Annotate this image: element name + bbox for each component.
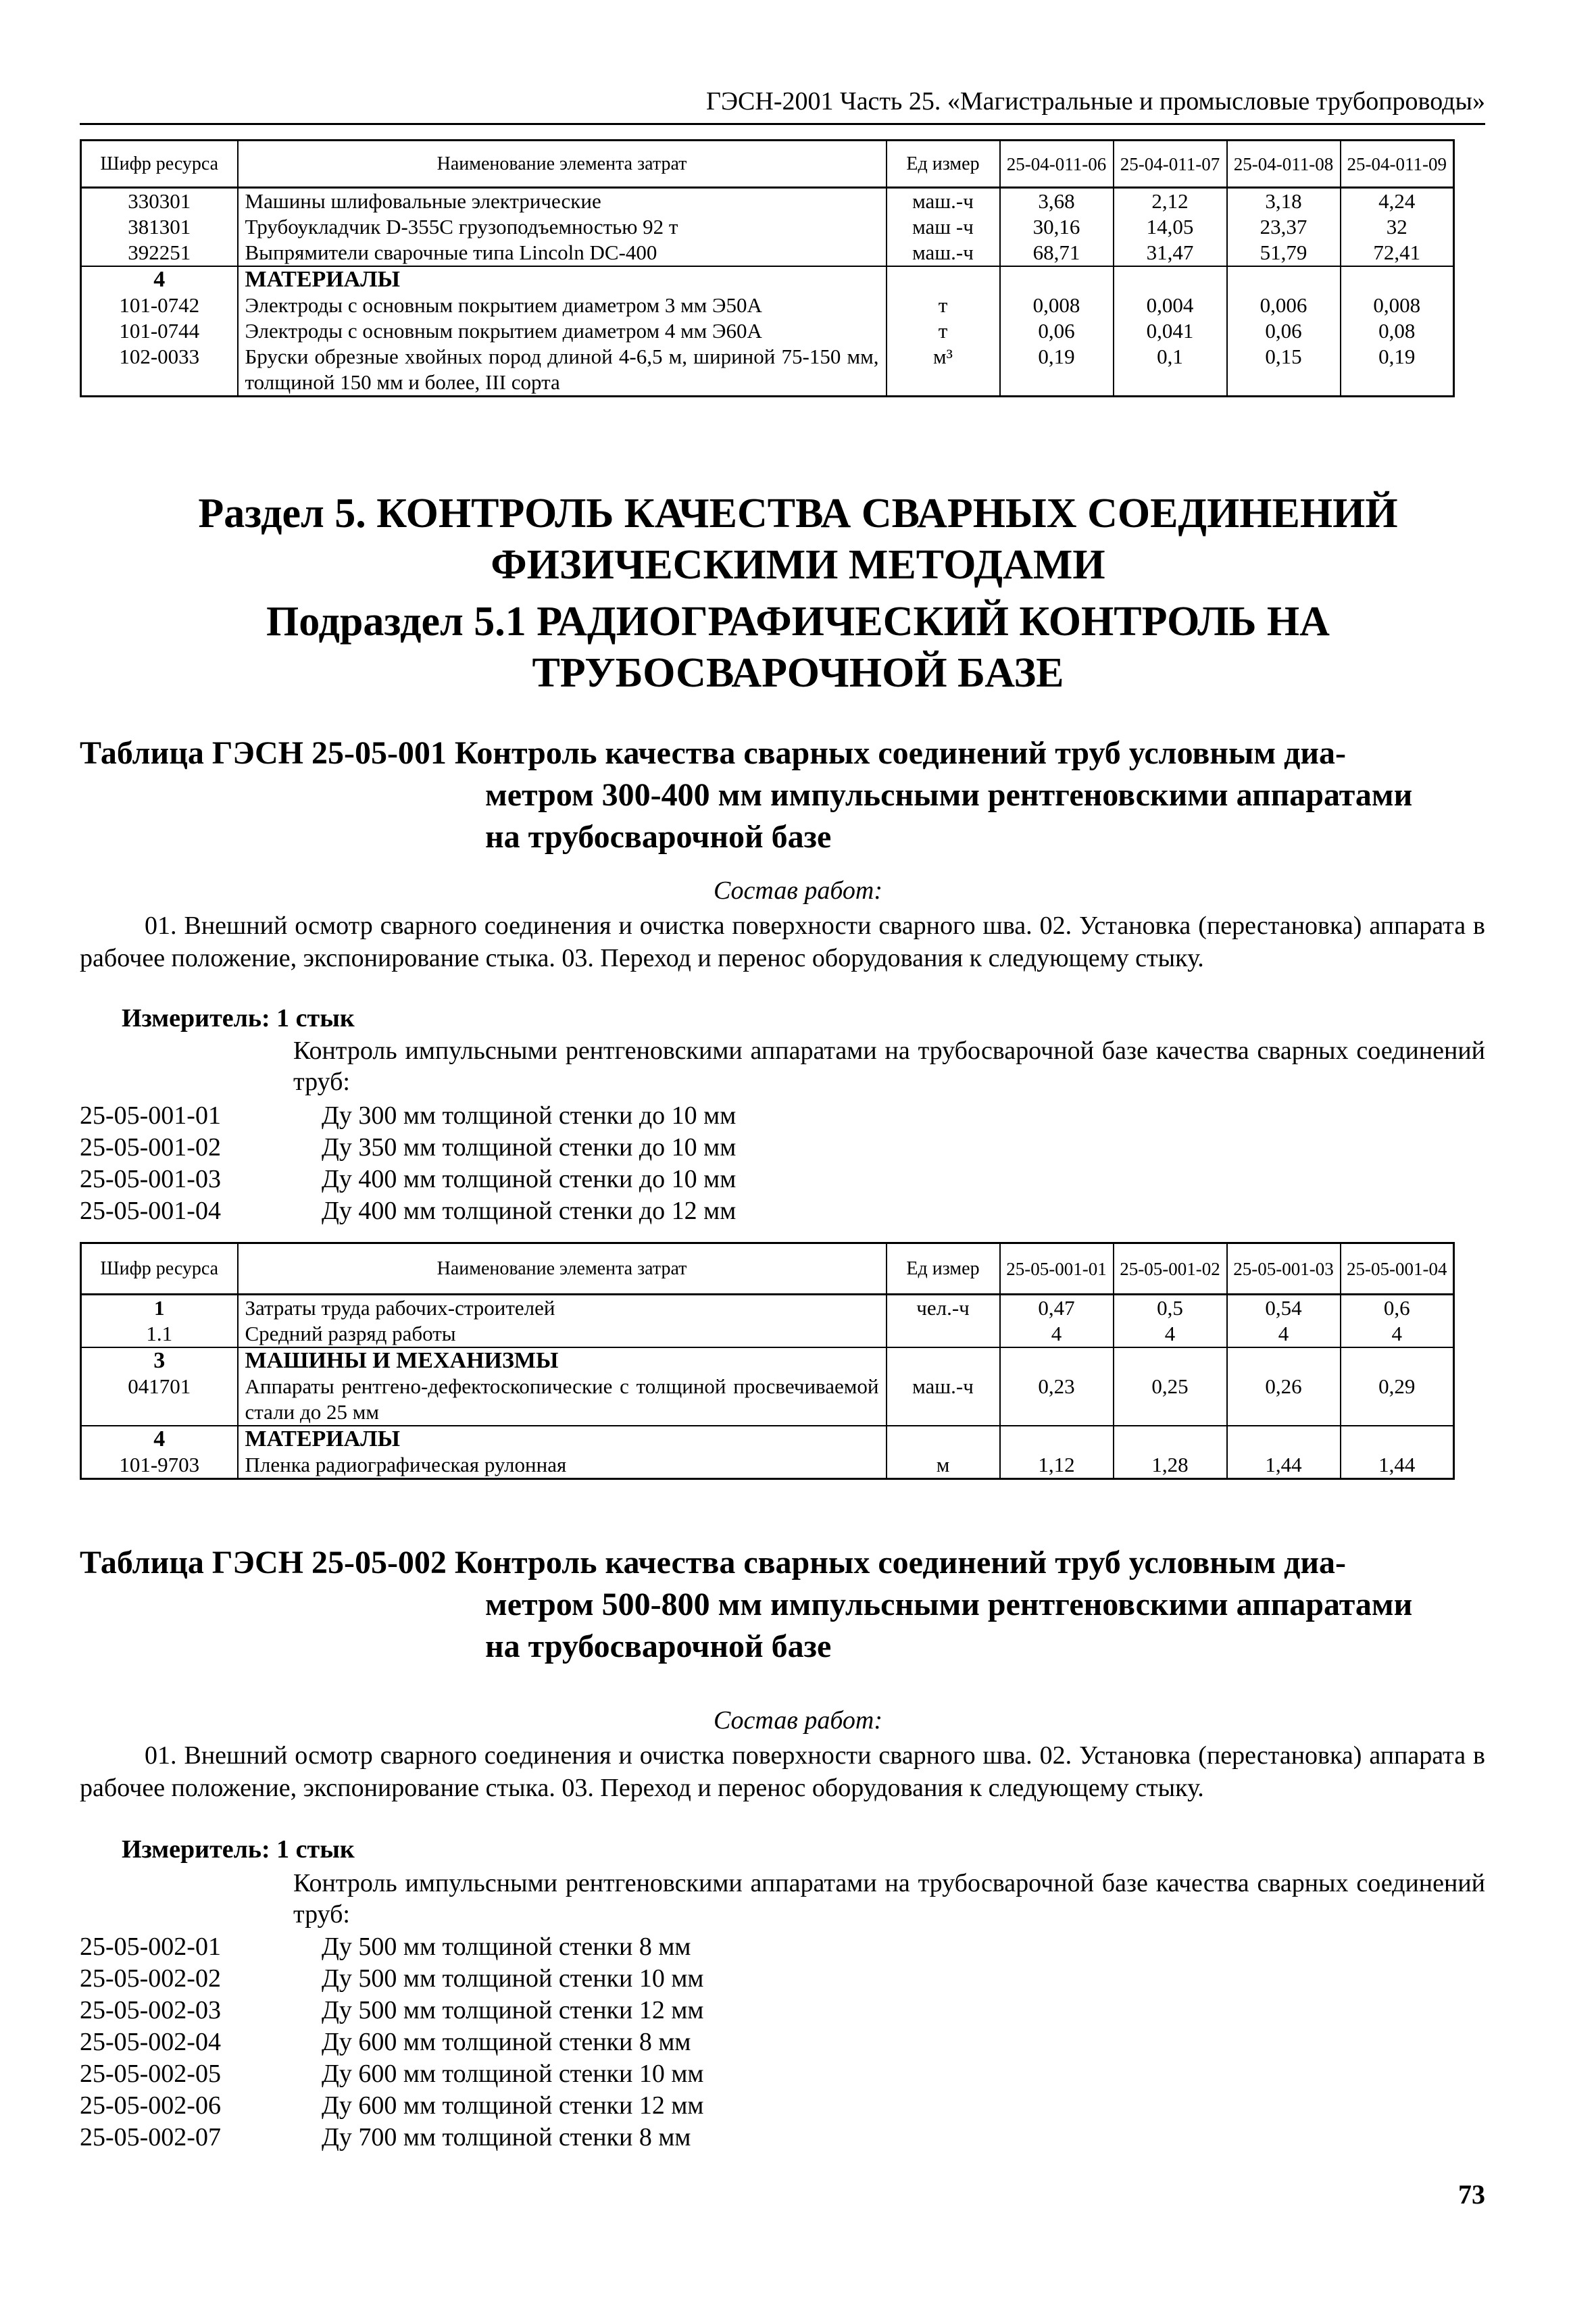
list-item bbox=[80, 1931, 703, 1963]
table-row bbox=[81, 1321, 1454, 1347]
section-title: МАТЕРИАЛЫ bbox=[238, 1426, 887, 1452]
work-composition-label: Состав работ: bbox=[713, 1706, 883, 1735]
table-row bbox=[81, 293, 1454, 318]
row-value: 3,18 bbox=[1227, 188, 1341, 215]
section-number: 4 bbox=[81, 266, 238, 293]
table-row bbox=[81, 318, 1454, 344]
header-code: Шифр ресурса bbox=[81, 1243, 238, 1295]
table-row bbox=[81, 214, 1454, 240]
row-value: 32 bbox=[1341, 214, 1454, 240]
section-row-materials bbox=[81, 266, 1454, 293]
row-value: 0,25 bbox=[1114, 1374, 1227, 1426]
subsection-title-line: Подраздел 5.1 РАДИОГРАФИЧЕСКИЙ КОНТРОЛЬ НА bbox=[266, 599, 1330, 645]
list-item bbox=[80, 1195, 736, 1227]
measure-value: 1 стык bbox=[276, 1004, 355, 1032]
list-item bbox=[80, 1100, 736, 1132]
row-code: 101-0742 bbox=[81, 293, 238, 318]
norm-code: 25-05-002-05 bbox=[80, 2060, 221, 2088]
norm-text: Ду 350 мм толщиной стенки до 10 мм bbox=[322, 1133, 737, 1162]
table-row bbox=[81, 188, 1454, 215]
row-value: 0,15 bbox=[1227, 344, 1341, 397]
norm-code: 25-05-001-03 bbox=[80, 1165, 221, 1193]
row-value: 0,19 bbox=[1000, 344, 1114, 397]
table-title-line: на трубосварочной базе bbox=[485, 1628, 832, 1664]
row-value: 0,19 bbox=[1341, 344, 1454, 397]
header-col: 25-04-011-06 bbox=[1000, 141, 1114, 188]
row-unit: чел.-ч bbox=[887, 1295, 1000, 1322]
row-code: 330301 bbox=[81, 188, 238, 215]
list-item bbox=[80, 1995, 703, 2026]
row-unit: т bbox=[887, 318, 1000, 344]
norms-intro: Контроль импульсными рентгеновскими аппаратами на трубосварочной базе качества сварных соединений труб: bbox=[293, 1869, 1485, 1928]
row-code: 1 bbox=[81, 1295, 238, 1322]
row-value: 4 bbox=[1114, 1321, 1227, 1347]
section-number: 3 bbox=[81, 1347, 238, 1374]
norm-code: 25-05-002-03 bbox=[80, 1996, 221, 2024]
resource-table-25-05-001 bbox=[80, 1242, 1455, 1480]
section-title-line: Раздел 5. КОНТРОЛЬ КАЧЕСТВА СВАРНЫХ СОЕДИНЕНИЙ bbox=[198, 491, 1398, 537]
row-unit: м bbox=[887, 1452, 1000, 1479]
row-value: 23,37 bbox=[1227, 214, 1341, 240]
table-title-line: метром 300-400 мм импульсными рентгеновскими аппаратами bbox=[485, 777, 1413, 813]
header-unit: Ед измер bbox=[887, 1243, 1000, 1295]
row-name: Электроды с основным покрытием диаметром 4 мм Э60А bbox=[238, 318, 887, 344]
table-row bbox=[81, 240, 1454, 266]
norm-text: Ду 500 мм толщиной стенки 10 мм bbox=[322, 1964, 704, 1993]
row-code: 101-0744 bbox=[81, 318, 238, 344]
section-row-machines bbox=[81, 1347, 1454, 1374]
row-name: Бруски обрезные хвойных пород длиной 4-6,5 м, шириной 75-150 мм, толщиной 150 мм и более, III сорта bbox=[238, 344, 887, 397]
header-col: 25-05-001-04 bbox=[1341, 1243, 1454, 1295]
header-col: 25-05-001-02 bbox=[1114, 1243, 1227, 1295]
row-name: Пленка радиографическая рулонная bbox=[238, 1452, 887, 1479]
subsection-title-line: ТРУБОСВАРОЧНОЙ БАЗЕ bbox=[532, 650, 1064, 696]
row-value: 0,5 bbox=[1114, 1295, 1227, 1322]
row-code: 102-0033 bbox=[81, 344, 238, 397]
norm-code: 25-05-002-01 bbox=[80, 1933, 221, 1961]
header-name: Наименование элемента затрат bbox=[238, 141, 887, 188]
list-item bbox=[80, 2058, 703, 2090]
row-value: 4 bbox=[1341, 1321, 1454, 1347]
row-value: 0,23 bbox=[1000, 1374, 1114, 1426]
measure-unit bbox=[122, 1003, 355, 1034]
table-row bbox=[81, 344, 1454, 397]
header-col: 25-05-001-01 bbox=[1000, 1243, 1114, 1295]
row-name: Средний разряд работы bbox=[238, 1321, 887, 1347]
row-value: 0,6 bbox=[1341, 1295, 1454, 1322]
list-item bbox=[80, 1164, 736, 1195]
row-name: Затраты труда рабочих-строителей bbox=[238, 1295, 887, 1322]
running-header: ГЭСН-2001 Часть 25. «Магистральные и промысловые трубопроводы» bbox=[80, 86, 1485, 125]
row-value: 0,041 bbox=[1114, 318, 1227, 344]
row-unit: маш.-ч bbox=[887, 188, 1000, 215]
table-row bbox=[81, 1374, 1454, 1426]
row-name: Аппараты рентгено-дефектоскопические с толщиной просвечиваемой стали до 25 мм bbox=[238, 1374, 887, 1426]
row-value: 0,26 bbox=[1227, 1374, 1341, 1426]
row-name: Машины шлифовальные электрические bbox=[238, 188, 887, 215]
resource-table-top bbox=[80, 139, 1455, 397]
row-value: 4 bbox=[1000, 1321, 1114, 1347]
measure-label: Измеритель: bbox=[122, 1835, 270, 1864]
row-value: 51,79 bbox=[1227, 240, 1341, 266]
section-row-materials bbox=[81, 1426, 1454, 1452]
row-value: 0,06 bbox=[1227, 318, 1341, 344]
header-name: Наименование элемента затрат bbox=[238, 1243, 887, 1295]
section-heading bbox=[135, 488, 1461, 591]
row-unit: маш -ч bbox=[887, 214, 1000, 240]
row-value: 0,008 bbox=[1341, 293, 1454, 318]
measure-value: 1 стык bbox=[276, 1835, 355, 1864]
row-value: 0,004 bbox=[1114, 293, 1227, 318]
norm-text: Ду 300 мм толщиной стенки до 10 мм bbox=[322, 1101, 737, 1130]
row-value: 1,28 bbox=[1114, 1452, 1227, 1479]
norm-code: 25-05-001-04 bbox=[80, 1197, 221, 1225]
header-col: 25-05-001-03 bbox=[1227, 1243, 1341, 1295]
row-code: 381301 bbox=[81, 214, 238, 240]
norm-code: 25-05-002-04 bbox=[80, 2028, 221, 2056]
row-value: 0,47 bbox=[1000, 1295, 1114, 1322]
row-value: 1,44 bbox=[1227, 1452, 1341, 1479]
row-code: 101-9703 bbox=[81, 1452, 238, 1479]
row-value: 0,29 bbox=[1341, 1374, 1454, 1426]
row-value: 1,12 bbox=[1000, 1452, 1114, 1479]
row-value: 68,71 bbox=[1000, 240, 1114, 266]
list-item bbox=[80, 1132, 736, 1164]
table-header-row bbox=[81, 141, 1454, 188]
header-col: 25-04-011-08 bbox=[1227, 141, 1341, 188]
norm-code: 25-05-002-07 bbox=[80, 2123, 221, 2151]
norm-text: Ду 400 мм толщиной стенки до 10 мм bbox=[322, 1165, 737, 1193]
norm-text: Ду 400 мм толщиной стенки до 12 мм bbox=[322, 1197, 737, 1225]
row-name: Трубоукладчик D-355C грузоподъемностью 92 т bbox=[238, 214, 887, 240]
norm-list bbox=[80, 1100, 736, 1227]
row-value: 14,05 bbox=[1114, 214, 1227, 240]
row-unit: м³ bbox=[887, 344, 1000, 397]
header-unit: Ед измер bbox=[887, 141, 1000, 188]
measure-label: Измеритель: bbox=[122, 1004, 270, 1032]
norm-text: Ду 500 мм толщиной стенки 8 мм bbox=[322, 1933, 691, 1961]
row-value: 1,44 bbox=[1341, 1452, 1454, 1479]
norm-text: Ду 500 мм толщиной стенки 12 мм bbox=[322, 1996, 704, 2024]
row-unit bbox=[887, 1321, 1000, 1347]
row-value: 0,06 bbox=[1000, 318, 1114, 344]
norm-code: 25-05-001-01 bbox=[80, 1101, 221, 1130]
work-composition-text: 01. Внешний осмотр сварного соединения и очистка поверхности сварного шва. 02. Установка (перестановка) аппарата в рабочее положение, экспонирование стыка. 03. Переход и перенос оборудования к следующему стыку. bbox=[80, 912, 1485, 972]
table-title-line: на трубосварочной базе bbox=[485, 819, 832, 855]
row-value: 31,47 bbox=[1114, 240, 1227, 266]
table-title-line: метром 500-800 мм импульсными рентгеновскими аппаратами bbox=[485, 1587, 1413, 1622]
norm-text: Ду 600 мм толщиной стенки 12 мм bbox=[322, 2091, 704, 2120]
row-unit: маш.-ч bbox=[887, 240, 1000, 266]
row-value: 4 bbox=[1227, 1321, 1341, 1347]
row-value: 0,54 bbox=[1227, 1295, 1341, 1322]
row-unit: маш.-ч bbox=[887, 1374, 1000, 1426]
norm-text: Ду 700 мм толщиной стенки 8 мм bbox=[322, 2123, 691, 2151]
norms-intro: Контроль импульсными рентгеновскими аппаратами на трубосварочной базе качества сварных соединений труб: bbox=[293, 1037, 1485, 1096]
work-composition-label: Состав работ: bbox=[713, 876, 883, 905]
row-code: 1.1 bbox=[81, 1321, 238, 1347]
list-item bbox=[80, 2122, 703, 2154]
list-item bbox=[80, 2026, 703, 2058]
norm-code: 25-05-002-06 bbox=[80, 2091, 221, 2120]
table-row bbox=[81, 1295, 1454, 1322]
table-title-line: Таблица ГЭСН 25-05-001 Контроль качества сварных соединений труб условным диа- bbox=[80, 735, 1347, 771]
row-value: 2,12 bbox=[1114, 188, 1227, 215]
page-number: 73 bbox=[1458, 2179, 1485, 2210]
row-value: 0,006 bbox=[1227, 293, 1341, 318]
row-value: 30,16 bbox=[1000, 214, 1114, 240]
section-title-line: ФИЗИЧЕСКИМИ МЕТОДАМИ bbox=[491, 542, 1105, 588]
table-header-row bbox=[81, 1243, 1454, 1295]
row-value: 72,41 bbox=[1341, 240, 1454, 266]
header-col: 25-04-011-07 bbox=[1114, 141, 1227, 188]
row-code: 041701 bbox=[81, 1374, 238, 1426]
header-code: Шифр ресурса bbox=[81, 141, 238, 188]
section-title: МАТЕРИАЛЫ bbox=[238, 266, 887, 293]
row-name: Выпрямители сварочные типа Lincoln DC-400 bbox=[238, 240, 887, 266]
header-col: 25-04-011-09 bbox=[1341, 141, 1454, 188]
row-value: 3,68 bbox=[1000, 188, 1114, 215]
norm-text: Ду 600 мм толщиной стенки 8 мм bbox=[322, 2028, 691, 2056]
row-value: 0,08 bbox=[1341, 318, 1454, 344]
measure-unit bbox=[122, 1834, 355, 1865]
row-value: 0,1 bbox=[1114, 344, 1227, 397]
table-title-25-05-002 bbox=[80, 1542, 1485, 1668]
row-value: 0,008 bbox=[1000, 293, 1114, 318]
norm-code: 25-05-002-02 bbox=[80, 1964, 221, 1993]
section-number: 4 bbox=[81, 1426, 238, 1452]
table-title-line: Таблица ГЭСН 25-05-002 Контроль качества сварных соединений труб условным диа- bbox=[80, 1545, 1347, 1580]
list-item bbox=[80, 1963, 703, 1995]
row-unit: т bbox=[887, 293, 1000, 318]
norm-code: 25-05-001-02 bbox=[80, 1133, 221, 1162]
subsection-heading bbox=[135, 596, 1461, 699]
work-composition-text: 01. Внешний осмотр сварного соединения и очистка поверхности сварного шва. 02. Установка (перестановка) аппарата в рабочее положение, экспонирование стыка. 03. Переход и перенос оборудования к следующему стыку. bbox=[80, 1741, 1485, 1802]
list-item bbox=[80, 2090, 703, 2122]
row-name: Электроды с основным покрытием диаметром 3 мм Э50А bbox=[238, 293, 887, 318]
norm-list bbox=[80, 1931, 703, 2154]
table-title-25-05-001 bbox=[80, 732, 1485, 858]
section-title: МАШИНЫ И МЕХАНИЗМЫ bbox=[238, 1347, 887, 1374]
row-value: 4,24 bbox=[1341, 188, 1454, 215]
row-code: 392251 bbox=[81, 240, 238, 266]
table-row bbox=[81, 1452, 1454, 1479]
norm-text: Ду 600 мм толщиной стенки 10 мм bbox=[322, 2060, 704, 2088]
